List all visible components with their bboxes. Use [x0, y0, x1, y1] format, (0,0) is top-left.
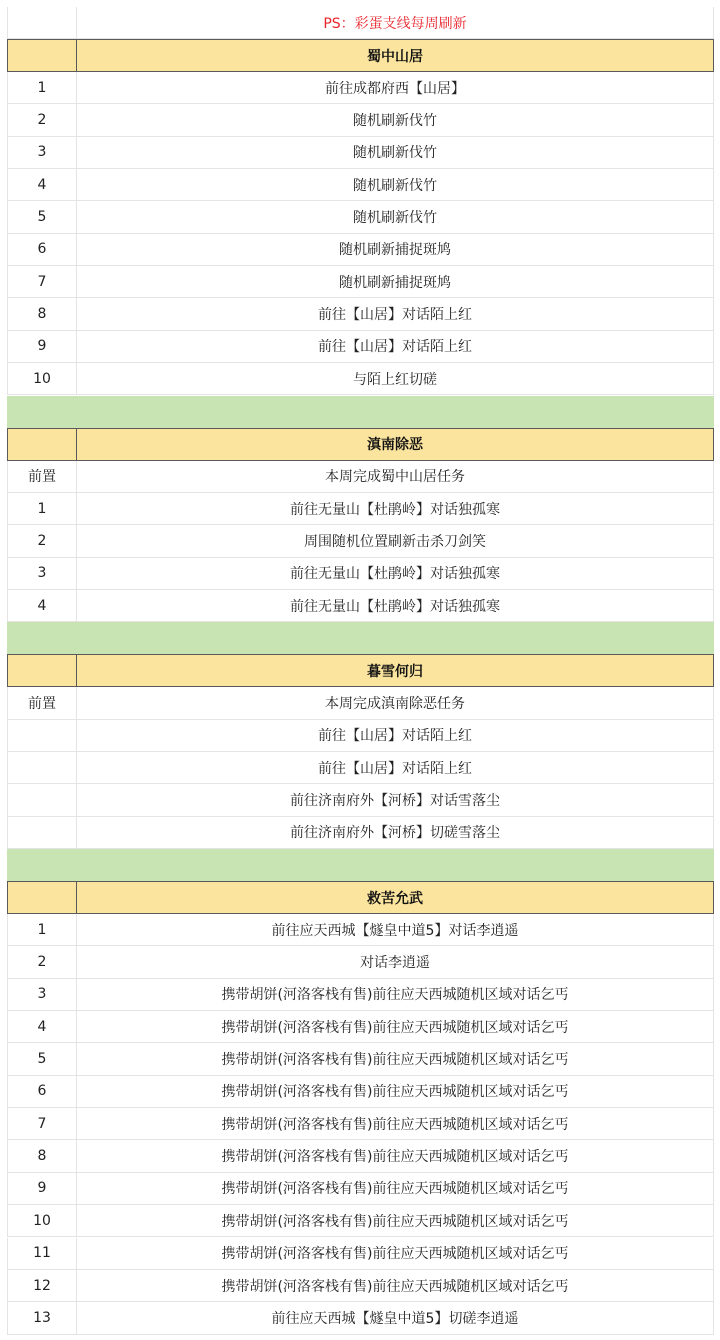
step-index: 前置 [7, 687, 77, 719]
step-index [7, 720, 77, 752]
table-row [7, 1173, 714, 1205]
section-header-index-cell [7, 654, 77, 687]
section-header [7, 654, 714, 687]
step-index: 5 [7, 1043, 77, 1075]
table-row [7, 1140, 714, 1172]
step-index: 1 [7, 914, 77, 946]
step-text: 前往无量山【杜鹃岭】对话独孤寒 [77, 590, 714, 622]
step-index: 4 [7, 590, 77, 622]
step-index: 6 [7, 234, 77, 266]
step-text: 前往成都府西【山居】 [77, 72, 714, 104]
step-text: 前往无量山【杜鹃岭】对话独孤寒 [77, 493, 714, 525]
note-text: PS：彩蛋支线每周刷新 [77, 7, 714, 39]
step-index: 3 [7, 137, 77, 169]
step-text: 携带胡饼(河洛客栈有售)前往应天西城随机区域对话乞丐 [77, 1173, 714, 1205]
table-row [7, 331, 714, 363]
step-index: 1 [7, 72, 77, 104]
step-index: 7 [7, 266, 77, 298]
step-text: 前往济南府外【河桥】对话雪落尘 [77, 784, 714, 816]
table-row [7, 720, 714, 752]
section-spacer [7, 849, 714, 881]
table-row [7, 558, 714, 590]
table-row [7, 914, 714, 946]
table-row [7, 298, 714, 330]
step-index: 3 [7, 979, 77, 1011]
section-header [7, 428, 714, 461]
table-row [7, 1043, 714, 1075]
step-text: 前往应天西城【燧皇中道5】切磋李逍遥 [77, 1302, 714, 1334]
step-text: 随机刷新伐竹 [77, 169, 714, 201]
step-text: 携带胡饼(河洛客栈有售)前往应天西城随机区域对话乞丐 [77, 1270, 714, 1302]
table-row [7, 1011, 714, 1043]
step-text: 随机刷新捕捉斑鸠 [77, 234, 714, 266]
table-row [7, 817, 714, 849]
step-index: 4 [7, 1011, 77, 1043]
step-text: 前往济南府外【河桥】切磋雪落尘 [77, 817, 714, 849]
step-index: 6 [7, 1076, 77, 1108]
table-row [7, 1302, 714, 1334]
step-index: 10 [7, 363, 77, 395]
table-row [7, 784, 714, 816]
table-row [7, 946, 714, 978]
section-header [7, 881, 714, 914]
step-index: 11 [7, 1238, 77, 1270]
step-index: 8 [7, 298, 77, 330]
step-text: 与陌上红切磋 [77, 363, 714, 395]
step-index: 9 [7, 331, 77, 363]
step-text: 携带胡饼(河洛客栈有售)前往应天西城随机区域对话乞丐 [77, 1140, 714, 1172]
table-row [7, 266, 714, 298]
step-text: 随机刷新捕捉斑鸠 [77, 266, 714, 298]
step-index: 2 [7, 525, 77, 557]
table-row [7, 363, 714, 395]
section-title: 蜀中山居 [77, 39, 714, 72]
step-text: 携带胡饼(河洛客栈有售)前往应天西城随机区域对话乞丐 [77, 1011, 714, 1043]
step-text: 携带胡饼(河洛客栈有售)前往应天西城随机区域对话乞丐 [77, 1076, 714, 1108]
table-row [7, 1108, 714, 1140]
table-row [7, 104, 714, 136]
step-index: 12 [7, 1270, 77, 1302]
table-row [7, 1076, 714, 1108]
step-index: 2 [7, 946, 77, 978]
section-header-index-cell [7, 39, 77, 72]
table-row [7, 590, 714, 622]
section-spacer [7, 622, 714, 654]
step-text: 前往【山居】对话陌上红 [77, 720, 714, 752]
table-row [7, 1238, 714, 1270]
step-index: 4 [7, 169, 77, 201]
step-text: 携带胡饼(河洛客栈有售)前往应天西城随机区域对话乞丐 [77, 1108, 714, 1140]
table-row [7, 234, 714, 266]
step-text: 前往应天西城【燧皇中道5】对话李逍遥 [77, 914, 714, 946]
step-index: 7 [7, 1108, 77, 1140]
step-text: 携带胡饼(河洛客栈有售)前往应天西城随机区域对话乞丐 [77, 1205, 714, 1237]
step-text: 对话李逍遥 [77, 946, 714, 978]
table-row [7, 201, 714, 233]
table-row [7, 752, 714, 784]
step-index: 3 [7, 558, 77, 590]
section-spacer [7, 396, 714, 428]
step-text: 随机刷新伐竹 [77, 104, 714, 136]
section-header-index-cell [7, 428, 77, 461]
step-text: 前往【山居】对话陌上红 [77, 331, 714, 363]
step-text: 随机刷新伐竹 [77, 137, 714, 169]
step-index: 5 [7, 201, 77, 233]
step-index: 8 [7, 1140, 77, 1172]
table-row [7, 687, 714, 719]
step-text: 携带胡饼(河洛客栈有售)前往应天西城随机区域对话乞丐 [77, 979, 714, 1011]
step-index: 2 [7, 104, 77, 136]
step-index: 1 [7, 493, 77, 525]
table-row [7, 169, 714, 201]
step-index: 13 [7, 1302, 77, 1334]
step-index: 9 [7, 1173, 77, 1205]
step-text: 携带胡饼(河洛客栈有售)前往应天西城随机区域对话乞丐 [77, 1043, 714, 1075]
table-row [7, 1205, 714, 1237]
table-row [7, 72, 714, 104]
step-text: 本周完成滇南除恶任务 [77, 687, 714, 719]
step-text: 携带胡饼(河洛客栈有售)前往应天西城随机区域对话乞丐 [77, 1238, 714, 1270]
step-index [7, 817, 77, 849]
step-text: 前往【山居】对话陌上红 [77, 752, 714, 784]
section-title: 暮雪何归 [77, 654, 714, 687]
step-text: 前往无量山【杜鹃岭】对话独孤寒 [77, 558, 714, 590]
note-row [7, 7, 714, 39]
step-text: 本周完成蜀中山居任务 [77, 461, 714, 493]
step-text: 前往【山居】对话陌上红 [77, 298, 714, 330]
step-index: 前置 [7, 461, 77, 493]
step-text: 随机刷新伐竹 [77, 201, 714, 233]
table-row [7, 525, 714, 557]
table-row [7, 461, 714, 493]
section-title: 救苦允武 [77, 881, 714, 914]
step-text: 周围随机位置刷新击杀刀剑笑 [77, 525, 714, 557]
step-index: 10 [7, 1205, 77, 1237]
table-row [7, 137, 714, 169]
step-index [7, 752, 77, 784]
section-header-index-cell [7, 881, 77, 914]
table-row [7, 1270, 714, 1302]
section-header [7, 39, 714, 72]
section-title: 滇南除恶 [77, 428, 714, 461]
table-row [7, 979, 714, 1011]
note-index-cell [7, 7, 77, 39]
step-index [7, 784, 77, 816]
table-row [7, 493, 714, 525]
